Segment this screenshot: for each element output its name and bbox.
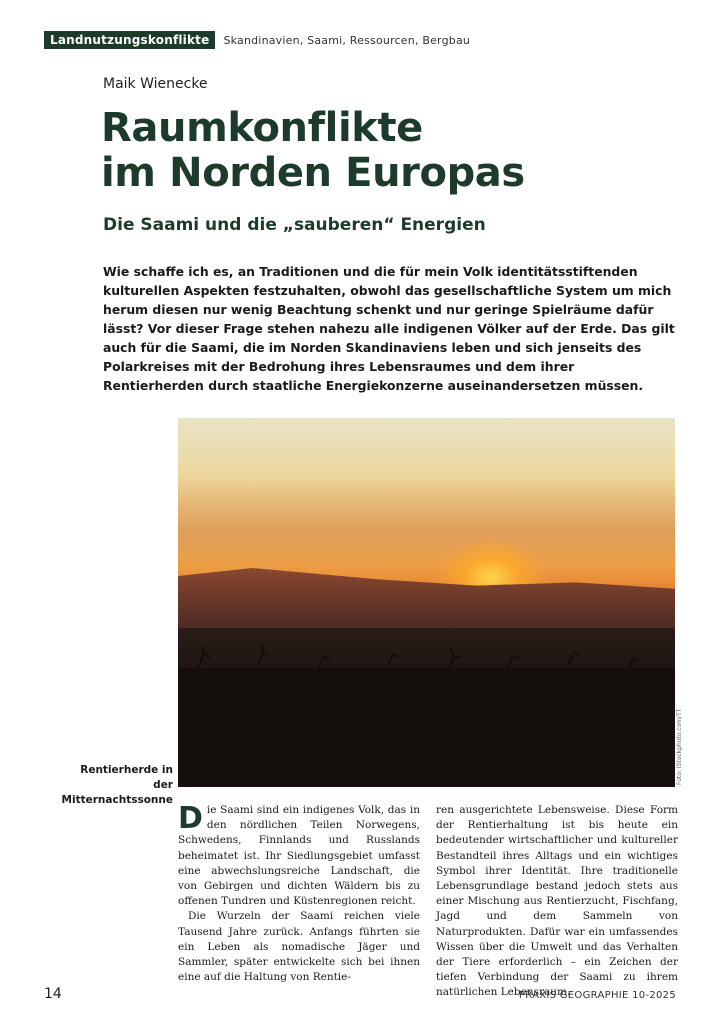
journal-name: PRAXIS GEOGRAPHIE 10-2025 xyxy=(518,990,676,1001)
section-tag: Landnutzungskonflikte xyxy=(44,31,215,49)
reindeer-sunset-photo xyxy=(178,418,675,787)
herd-antlers xyxy=(178,628,675,787)
reindeer-herd-silhouette xyxy=(178,628,675,787)
photo-caption: Rentierherde in der Mitternachtssonne xyxy=(61,764,173,806)
photo-haze xyxy=(178,478,675,568)
photo-credit: Foto: iStockphoto.com/TT xyxy=(676,708,683,785)
title-line-1: Raumkonflikte xyxy=(101,105,423,151)
body-text-1: ie Saami sind ein indigenes Volk, das in den nördlichen Teilen Norwegens, Schwedens, Finnlands und Russlands beheimatet ist. Ihr Siedlungsgebiet umfasst eine abwechslungsreiche Landschaft, die von Gebirgen und dichten Wäldern bis zu offenen Tundren und Küstenregionen reicht. xyxy=(178,804,420,908)
body-column-1 xyxy=(178,803,420,985)
article-title xyxy=(101,106,525,196)
drop-cap: D xyxy=(178,801,203,836)
header-bar xyxy=(44,31,470,49)
article-subtitle: Die Saami und die „sauberen“ Energien xyxy=(103,215,486,235)
body-text-2: Die Wurzeln der Saami reichen viele Tausend Jahre zurück. Anfangs führten sie ein Leben als nomadische Jäger und Sammler, später entwickelte sich bei ihnen eine auf die Haltung von Rentie- xyxy=(178,910,420,984)
body-paragraph xyxy=(178,803,420,909)
page-number: 14 xyxy=(44,986,62,1002)
body-column-2 xyxy=(436,803,678,1001)
title-line-2: im Norden Europas xyxy=(101,150,525,196)
author: Maik Wienecke xyxy=(103,76,208,92)
body-text-3: ren ausgerichtete Lebensweise. Diese Form der Rentierhaltung ist bis heute ein bedeutender wirtschaftlicher und kultureller Bestandteil ihres Alltags und ein wichtiges Symbol ihrer Identität. Ihre traditionelle Lebensgrundlage bestand jedoch stets aus einer Mischung aus Rentierzucht, Fischfang, Jagd und dem Sammeln von Naturprodukten. Dafür war ein umfassendes Wissen über die Umwelt und das Verhalten der Tiere erforderlich – ein Zeichen der tiefen Verbindung der Saami zu ihrem natürlichen Lebensraum. xyxy=(436,804,678,999)
lead-paragraph: Wie schaffe ich es, an Traditionen und die für mein Volk identitätsstiftenden kulturellen Aspekten festzuhalten, obwohl das gesellschaftliche System um mich herum diesen nur wenig Beachtung schenkt und nur geringe Spielräume dafür lässt? Vor dieser Frage stehen nahezu alle indigenen Völker auf der Erde. Das gilt auch für die Saami, die im Norden Skandinaviens leben und sich jenseits des Polarkreises mit der Bedrohung ihres Lebensraumes und dem ihrer Rentierherden durch staatliche Energiekonzerne auseinandersetzen müssen. xyxy=(103,264,675,393)
keywords: Skandinavien, Saami, Ressourcen, Bergbau xyxy=(223,33,471,47)
